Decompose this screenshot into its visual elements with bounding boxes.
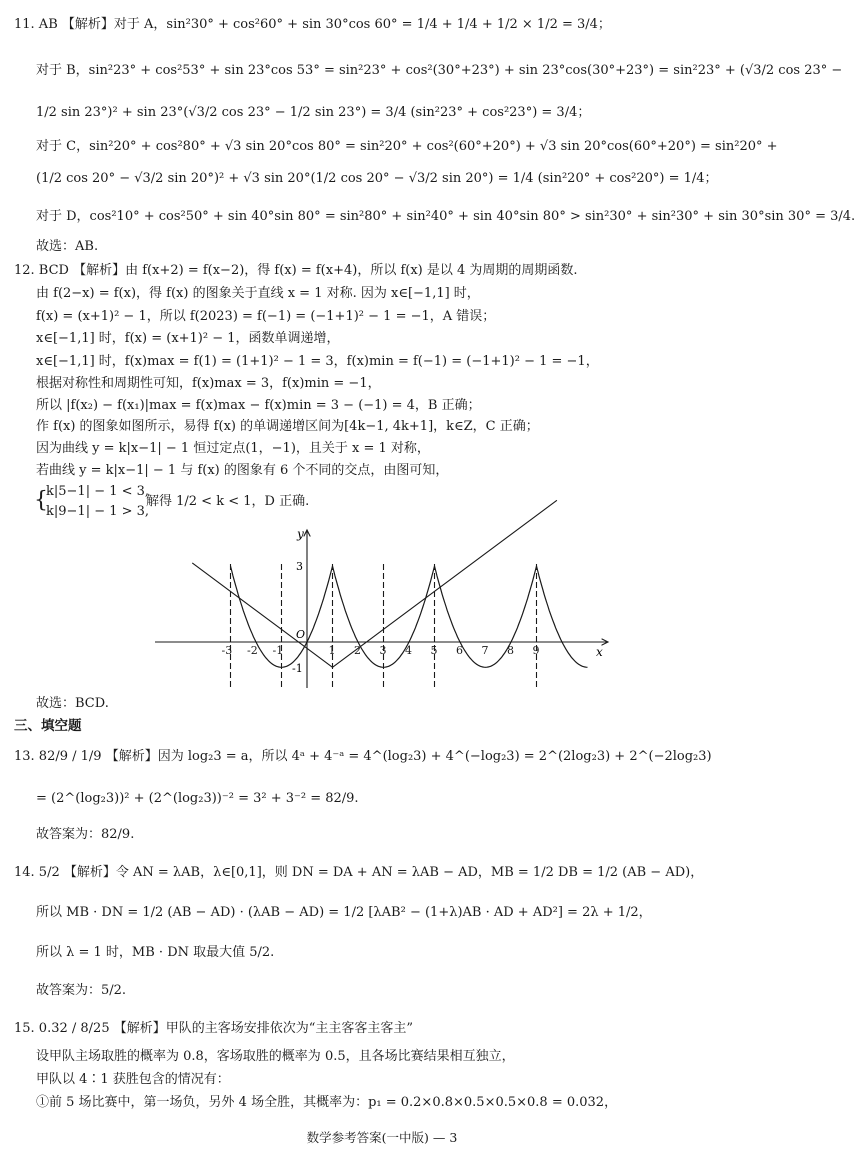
p12-line8: 作 f(x) 的图象如图所示，易得 f(x) 的单调递增区间为[4k−1, 4k+1]，k∈Z，C 正确； [36,419,539,434]
p13-answer: 故答案为：82/9. [36,827,135,842]
p15-line2: 设甲队主场取胜的概率为 0.8，客场取胜的概率为 0.5，且各场比赛结果相互独立， [36,1049,515,1064]
p12-solution: 解得 1/2 < k < 1，D 正确. [146,494,310,509]
x-tick-label: 2 [354,644,361,657]
x-tick-label: -1 [272,644,284,657]
x-tick-label: 1 [328,644,336,657]
p12-inequality-2: k|9−1| − 1 > 3, [46,504,150,519]
p11-option-b-line1: 对于 B，sin²23° + cos²53° + sin 23°cos 53° = sin²23° + cos²(30°+23°) + sin 23°cos(30°+23°) = sin²23° + (√3/2 cos 23° − [36,63,843,78]
p12-line7: 所以 |f(x₂) − f(x₁)|max = f(x)max − f(x)min = 3 − (−1) = 4，B 正确； [36,398,481,413]
p14-line3: 所以 λ = 1 时，MB · DN 取最大值 5/2. [36,945,275,960]
x-tick-label: 6 [456,644,463,657]
x-tick-label: -2 [247,644,258,657]
system-brace: { [34,488,48,513]
section-heading: 三、填空题 [14,718,82,734]
x-tick-label: 4 [405,644,412,657]
page-footer: 数学参考答案(一中版) — 3 [306,1130,458,1145]
p12-line2: 由 f(2−x) = f(x)，得 f(x) 的图象关于直线 x = 1 对称. 因为 x∈[−1,1] 时， [36,286,480,301]
x-tick-label: 5 [430,644,438,657]
y-axis-label: y [297,527,304,541]
p12-inequality-1: k|5−1| − 1 < 3, [46,484,150,499]
x-tick-label: 7 [481,644,489,657]
p11-option-d: 对于 D，cos²10° + cos²50° + sin 40°sin 80° = sin²80° + sin²40° + sin 40°sin 80° > sin²30° + sin²30° + sin 30°sin 30° = 3/4. [36,209,855,224]
p12-line5: x∈[−1,1] 时，f(x)max = f(1) = (1+1)² − 1 = 3，f(x)min = f(−1) = (−1+1)² − 1 = −1， [36,354,599,369]
p12-line4: x∈[−1,1] 时，f(x) = (x+1)² − 1，函数单调递增， [36,331,340,346]
y-tick-3: 3 [296,560,303,573]
p12-line10: 若曲线 y = k|x−1| − 1 与 f(x) 的图象有 6 个不同的交点，由图可知， [36,463,449,478]
p11-option-b-line2: 1/2 sin 23°)² + sin 23°(√3/2 cos 23° − 1/2 sin 23°) = 3/4 (sin²23° + cos²23°) = 3/4； [36,105,591,120]
x-tick-label: 9 [532,644,540,657]
x-tick-label: -3 [221,644,233,657]
p12-line6: 根据对称性和周期性可知，f(x)max = 3，f(x)min = −1， [36,376,381,391]
p13-line2: = (2^(log₂3))² + (2^(log₂3))⁻² = 3² + 3⁻² = 82/9. [36,791,359,806]
p15-line1: 15. 0.32 / 8/25 【解析】甲队的主客场安排依次为“主主客客主客主” [14,1021,414,1036]
p11-intro: 11. AB 【解析】对于 A，sin²30° + cos²60° + sin 30°cos 60° = 1/4 + 1/4 + 1/2 × 1/2 = 3/4； [14,17,611,32]
p12-line9: 因为曲线 y = k|x−1| − 1 恒过定点(1，−1)，且关于 x = 1 对称， [36,441,430,456]
x-axis-label: x [596,645,603,659]
p11-option-c-line1: 对于 C，sin²20° + cos²80° + √3 sin 20°cos 80° = sin²20° + cos²(60°+20°) + √3 sin 20°cos(60°+20°) = sin²20° + [36,139,778,154]
p15-line3: 甲队以 4∶1 获胜包含的情况有： [36,1072,230,1087]
origin-label: O [296,628,306,641]
y-tick-neg1: -1 [292,662,303,675]
p14-line2: 所以 MB · DN = 1/2 (AB − AD) · (λAB − AD) = 1/2 [λAB² − (1+λ)AB · AD + AD²] = 2λ + 1/2， [36,905,652,920]
x-tick-label: 3 [379,644,387,657]
p14-line1: 14. 5/2 【解析】令 AN = λAB，λ∈[0,1]，则 DN = DA + AN = λAB − AD，MB = 1/2 DB = 1/2 (AB − AD)， [14,865,704,880]
p12-line3: f(x) = (x+1)² − 1，所以 f(2023) = f(−1) = (−1+1)² − 1 = −1，A 错误； [36,309,496,324]
p11-answer: 故选：AB. [36,239,99,254]
x-tick-label: 8 [507,644,514,657]
p13-line1: 13. 82/9 / 1/9 【解析】因为 log₂3 = a，所以 4ᵃ + 4⁻ᵃ = 4^(log₂3) + 4^(−log₂3) = 2^(2log₂3) + 2^(−2log₂3) [14,749,712,764]
p14-answer: 故答案为：5/2. [36,983,127,998]
p12-line1: 12. BCD 【解析】由 f(x+2) = f(x−2)，得 f(x) = f(x+4)，所以 f(x) 是以 4 为周期的周期函数. [14,263,578,278]
p15-line4: ①前 5 场比赛中，第一场负，另外 4 场全胜，其概率为：p₁ = 0.2×0.8×0.5×0.5×0.8 = 0.032， [36,1095,618,1110]
p12-answer: 故选：BCD. [36,696,109,711]
p11-option-c-line2: (1/2 cos 20° − √3/2 sin 20°)² + √3 sin 20°(1/2 cos 20° − √3/2 sin 20°) = 1/4 (sin²20° + cos²20°) = 1/4； [36,171,718,186]
function-graph [150,524,620,694]
